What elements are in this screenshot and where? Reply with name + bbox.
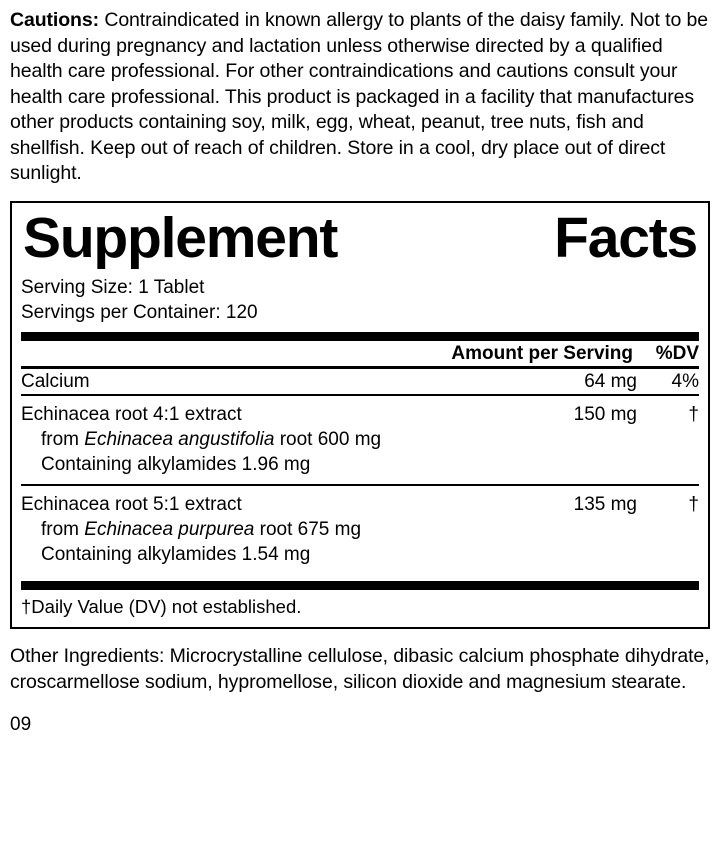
daily-value-footnote: †Daily Value (DV) not established. [21, 596, 302, 618]
supplement-facts-title-left: Supplement [23, 205, 338, 270]
row-name-block [21, 486, 540, 574]
supplement-facts-title [21, 205, 699, 270]
other-ingredients: Other Ingredients: Microcrystalline cellulose, dibasic calcium phosphate dihydrate, croscarmellose sodium, hypromellose, silicon dioxide and magnesium stearate. [10, 645, 710, 693]
table-row [21, 486, 699, 574]
row-name: Echinacea root 4:1 extract [21, 404, 242, 426]
supplement-facts-title-right: Facts [554, 205, 697, 270]
row-subline [21, 452, 545, 477]
table-header-row [21, 341, 699, 366]
header-amount-per-serving: Amount per Serving [451, 343, 633, 365]
nutrition-rows-calcium [21, 369, 699, 394]
row-dv: † [688, 494, 699, 516]
serving-size: Serving Size: 1 Tablet [21, 277, 205, 299]
row-subline-pre: Containing alkylamides 1.96 mg [41, 454, 311, 476]
table-row [21, 396, 699, 484]
cautions-label: Cautions: [10, 9, 100, 31]
row-dv: † [688, 404, 699, 426]
header-percent-dv: %DV [655, 343, 699, 365]
nutrition-rows-echinacea-4-1 [21, 396, 699, 484]
row-subline-pre: from [41, 519, 85, 541]
row-subline-pre: Containing alkylamides 1.54 mg [41, 544, 311, 566]
supplement-facts-panel [10, 201, 710, 630]
cautions-text: Contraindicated in known allergy to plants of the daisy family. Not to be used during pregnancy and lactation unless otherwise directed by a qualified health care professional. For other contraindications and cautions consult your health care professional. This product is packaged in a facility that manufactures other products containing soy, milk, egg, wheat, peanut, tree nuts, fish and shellfish. Keep out of reach of children. Store in a cool, dry place out of direct sunlight. [10, 9, 708, 184]
row-subline-post: root 675 mg [254, 519, 362, 541]
row-subline-italic: Echinacea purpurea [84, 519, 255, 541]
row-subline-post: root 600 mg [274, 429, 382, 451]
divider-thick-top [21, 332, 699, 341]
revision-code: 09 [10, 714, 32, 736]
servings-per-container: Servings per Container: 120 [21, 302, 258, 324]
row-name-block [21, 396, 545, 484]
row-subline [21, 427, 545, 452]
table-row [21, 369, 699, 394]
row-amount: 135 mg [573, 494, 637, 516]
nutrition-rows-echinacea-5-1 [21, 486, 699, 574]
row-amount: 64 mg [584, 371, 637, 393]
row-subline [21, 517, 540, 542]
row-amount: 150 mg [573, 404, 637, 426]
row-name: Calcium [21, 371, 90, 393]
row-dv: 4% [671, 371, 699, 393]
cautions-paragraph [10, 8, 710, 187]
row-name: Echinacea root 5:1 extract [21, 494, 242, 516]
row-subline [21, 542, 540, 567]
divider-thick-bottom [21, 581, 699, 590]
row-subline-pre: from [41, 429, 85, 451]
row-subline-italic: Echinacea angustifolia [84, 429, 275, 451]
nutrition-table [21, 341, 699, 366]
